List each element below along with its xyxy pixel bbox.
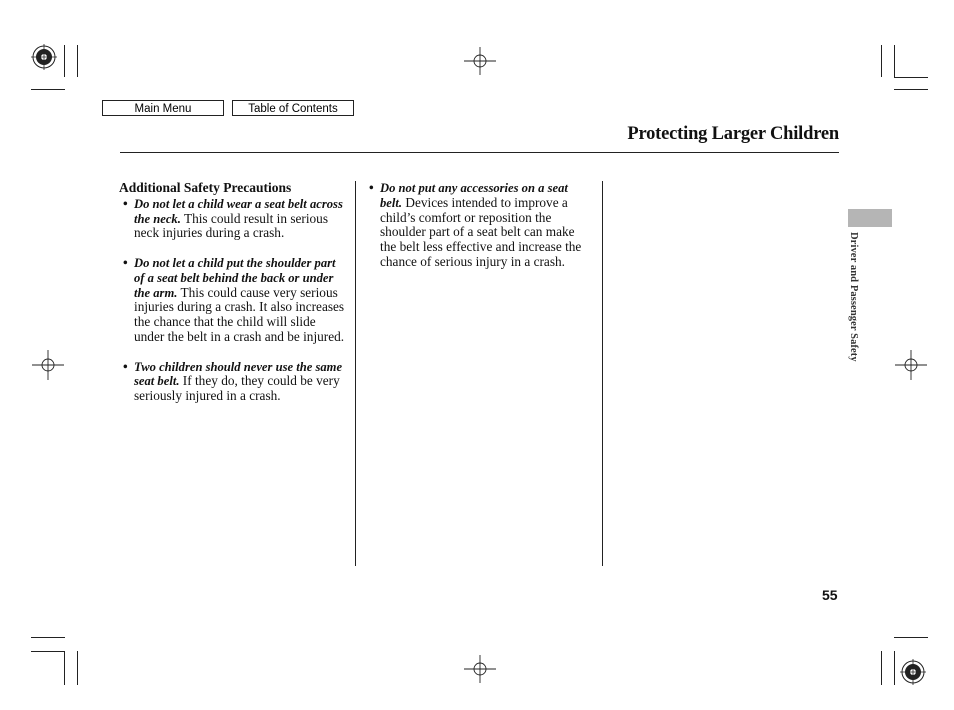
item-emphasis: Two children should never use the same seat belt. — [134, 359, 343, 389]
column-divider — [602, 181, 603, 566]
item-text: This could result in serious neck injuries during a crash. — [134, 210, 328, 241]
bullet: • — [123, 254, 128, 270]
title-rule — [120, 152, 839, 153]
section-heading: Additional Safety Precautions — [119, 180, 292, 195]
bullet: • — [369, 180, 374, 195]
content-column-1 — [119, 181, 347, 419]
crosshair-icon — [895, 350, 927, 380]
item-emphasis: Do not let a child put the shoulder part of a seat belt behind the back or under the arm. — [134, 255, 336, 300]
content-column-2 — [369, 181, 589, 285]
table-of-contents-button[interactable]: Table of Contents — [232, 100, 354, 116]
item-text: Devices intended to improve a child’s comfort or reposition the shoulder part of a seat belt can make the belt less effective and increase the chance of serious injury in a crash. — [380, 194, 582, 269]
item-emphasis: Do not let a child wear a seat belt across the neck. — [134, 196, 343, 226]
item-text: If they do, they could be very seriously injured in a crash. — [134, 373, 340, 404]
column-divider — [355, 181, 356, 566]
crosshair-icon — [32, 350, 64, 380]
registration-target-icon — [899, 658, 927, 686]
list-item — [119, 256, 347, 345]
section-tab — [848, 209, 892, 227]
main-menu-button[interactable]: Main Menu — [102, 100, 224, 116]
page-title: Protecting Larger Children — [627, 124, 839, 144]
crosshair-icon — [464, 655, 496, 683]
bullet: • — [123, 358, 128, 374]
section-tab-label: Driver and Passenger Safety — [848, 232, 859, 362]
list-item — [369, 181, 589, 270]
list-item — [119, 360, 347, 404]
page-number: 55 — [822, 587, 838, 603]
item-text: This could cause very serious injuries during a crash. It also increases the chance that the child will slide under the belt in a crash and be injured. — [134, 284, 345, 344]
crosshair-icon — [464, 47, 496, 75]
list-item — [119, 197, 347, 241]
registration-target-icon — [30, 43, 58, 71]
item-emphasis: Do not put any accessories on a seat belt. — [380, 181, 568, 210]
bullet: • — [123, 195, 128, 211]
